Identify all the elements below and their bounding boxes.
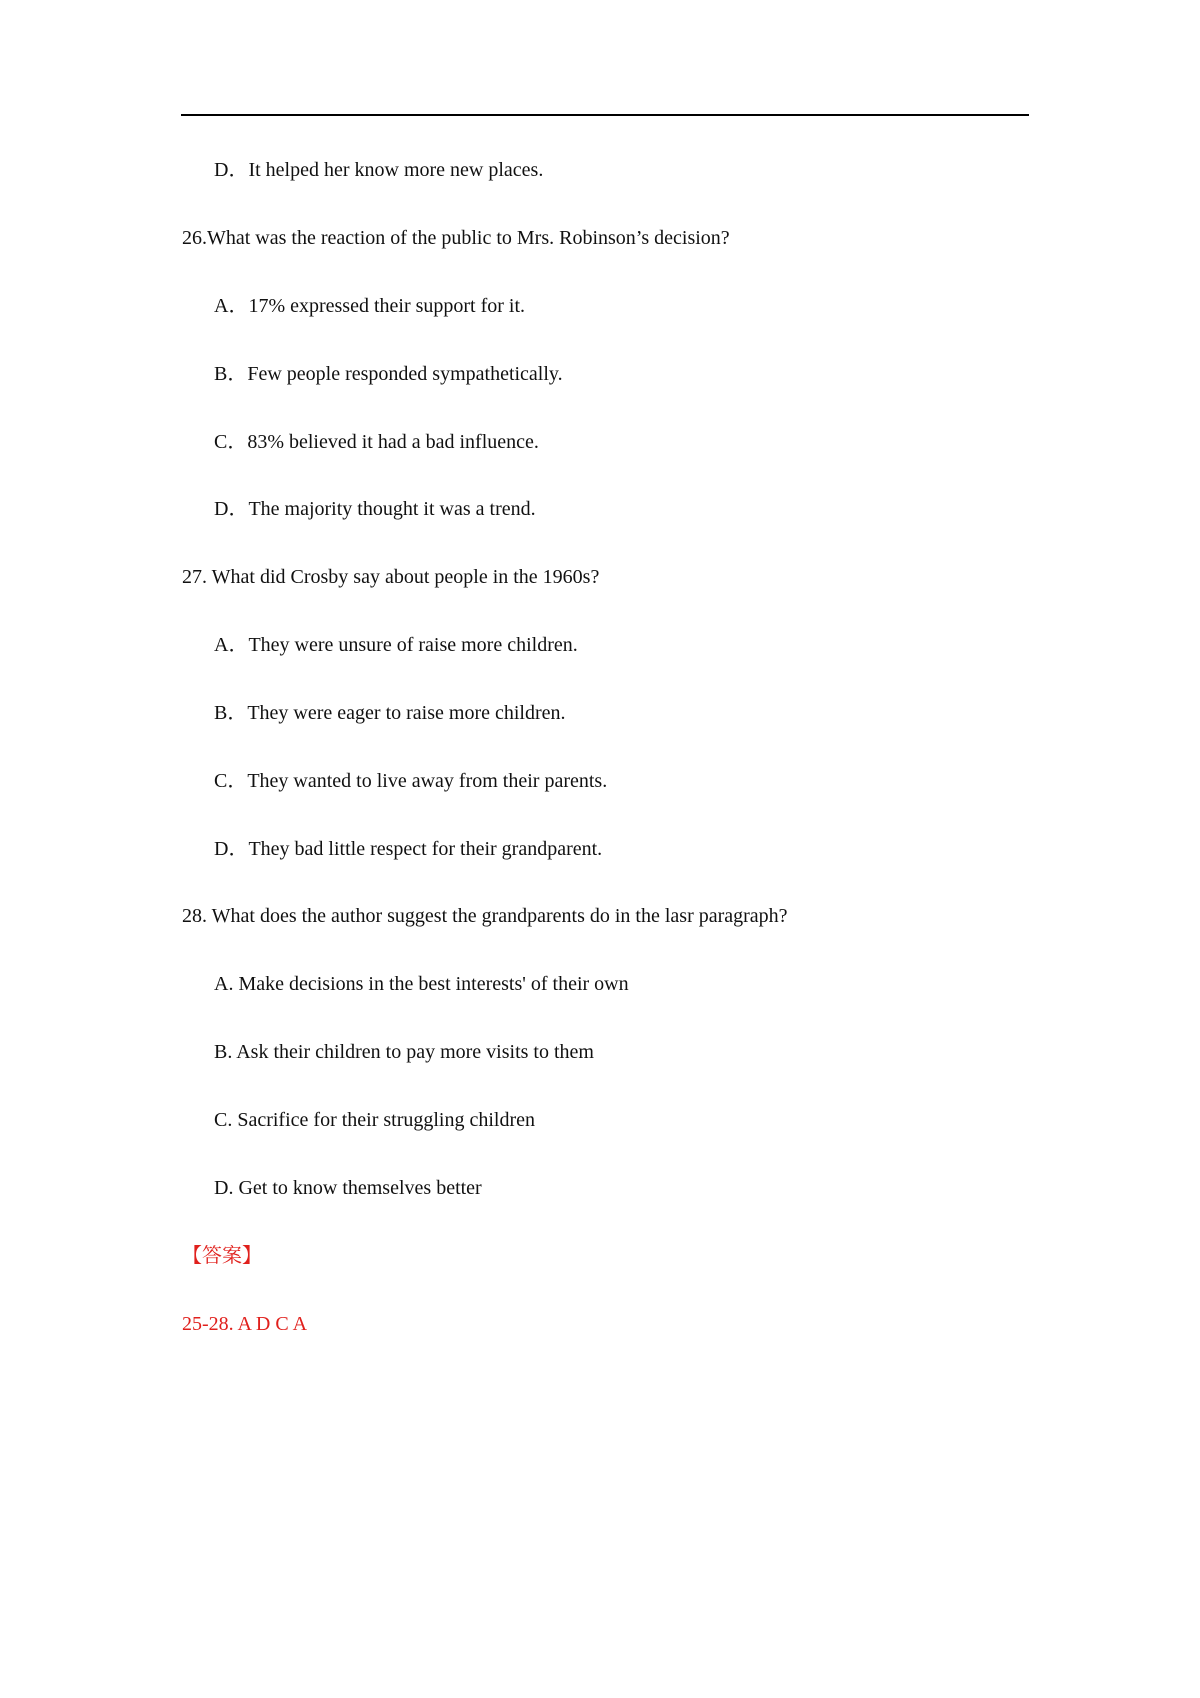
option-28-a: A. Make decisions in the best interests' of their own — [214, 973, 629, 995]
header-rule — [181, 114, 1029, 116]
option-28-b: B. Ask their children to pay more visits to them — [214, 1041, 594, 1063]
option-26-b: B．Few people responded sympathetically. — [214, 363, 563, 385]
answer-label: 【答案】 — [182, 1245, 262, 1267]
answer-key: 25-28. A D C A — [182, 1313, 308, 1335]
option-28-c: C. Sacrifice for their struggling children — [214, 1109, 536, 1131]
option-25-d: D．It helped her know more new places. — [214, 159, 544, 181]
option-27-b: B．They were eager to raise more children. — [214, 702, 566, 724]
option-26-a: A．17% expressed their support for it. — [214, 295, 526, 317]
option-27-a: A．They were unsure of raise more children. — [214, 634, 578, 656]
option-26-d: D．The majority thought it was a trend. — [214, 498, 536, 520]
question-26-stem: 26.What was the reaction of the public to Mrs. Robinson’s decision? — [182, 227, 730, 249]
question-27-stem: 27. What did Crosby say about people in the 1960s? — [182, 566, 600, 588]
option-27-c: C．They wanted to live away from their parents. — [214, 770, 608, 792]
question-28-stem: 28. What does the author suggest the grandparents do in the lasr paragraph? — [182, 905, 788, 927]
option-28-d: D. Get to know themselves better — [214, 1177, 482, 1199]
option-26-c: C．83% believed it had a bad influence. — [214, 431, 539, 453]
option-27-d: D．They bad little respect for their grandparent. — [214, 838, 603, 860]
